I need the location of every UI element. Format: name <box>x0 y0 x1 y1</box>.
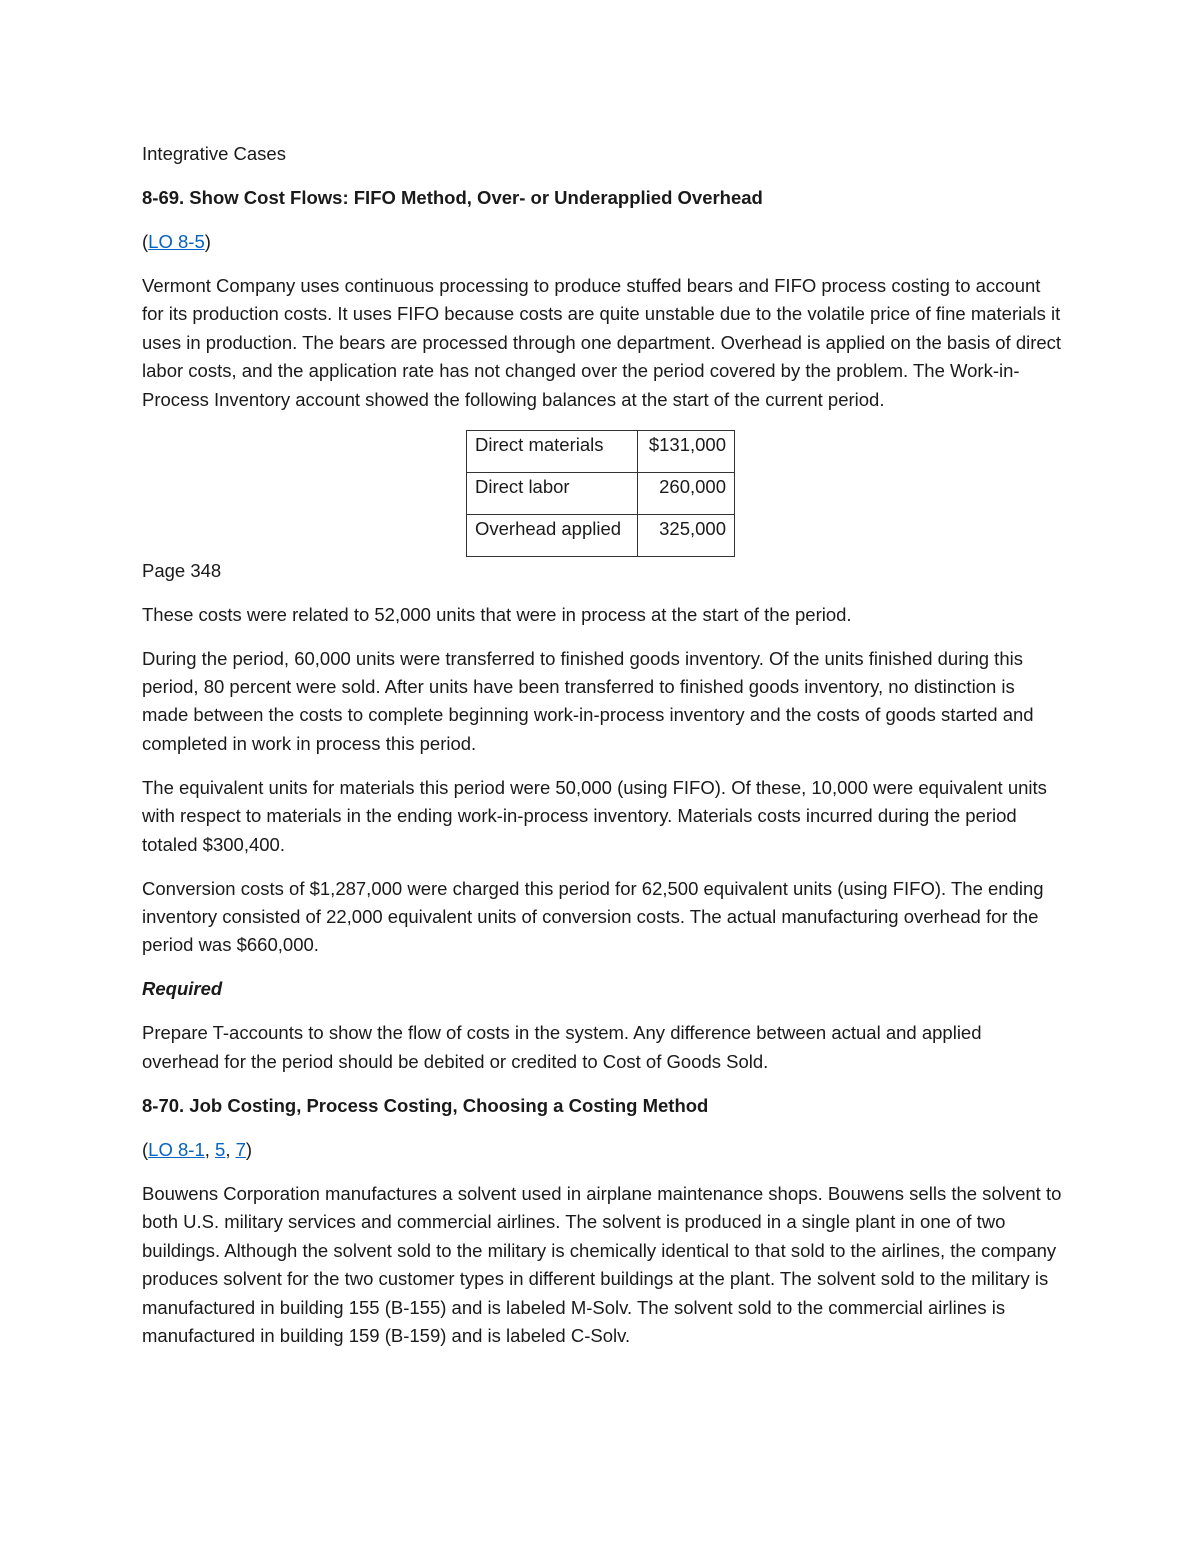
lo-link-8-1[interactable]: LO 8-1 <box>148 1138 205 1160</box>
lo-open-paren: ( <box>142 1138 149 1160</box>
wip-balances-table <box>466 430 735 557</box>
problem-heading-8-69: 8-69. Show Cost Flows: FIFO Method, Over- or Underapplied Overhead <box>142 187 763 208</box>
units-transferred-paragraph: During the period, 60,000 units were transferred to finished goods inventory. Of the units finished during this period, 80 percent were sold. After units have been transferred to finished goods inventory, no distinction is made between the costs to complete beginning work-in-process inventory and the costs of goods started and completed in work in process this period. <box>142 647 1034 754</box>
lo-open-paren: ( <box>142 231 149 252</box>
table-row <box>467 514 735 556</box>
conversion-costs-paragraph: Conversion costs of $1,287,000 were charged this period for 62,500 equivalent units (using FIFO). The ending inventory consisted of 22,000 equivalent units of conversion costs. The actual manufacturing overhead for the period was $660,000. <box>142 877 1044 956</box>
row-label: Overhead applied <box>467 514 638 556</box>
lo-separator: , <box>204 1138 216 1160</box>
table-row <box>467 430 735 472</box>
units-in-process-paragraph: These costs were related to 52,000 units that were in process at the start of the period. <box>142 603 852 625</box>
row-amount: 325,000 <box>638 514 735 556</box>
row-label: Direct labor <box>467 472 638 514</box>
row-label: Direct materials <box>467 430 638 472</box>
row-amount: 260,000 <box>638 472 735 514</box>
table-row <box>467 472 735 514</box>
bouwens-intro-paragraph: Bouwens Corporation manufactures a solvent used in airplane maintenance shops. Bouwens sells the solvent to both U.S. military services and commercial airlines. The solvent is produced in a single plant in one of two buildings. Although the solvent sold to the military is chemically identical to that sold to the airlines, the company produces solvent for the two customer types in different buildings at the plant. The solvent sold to the military is manufactured in building 155 (B-155) and is labeled M-Solv. The solvent sold to the commercial airlines is manufactured in building 159 (B-159) and is labeled C-Solv. <box>142 1182 1062 1346</box>
lo-close-paren: ) <box>204 231 211 252</box>
section-title: Integrative Cases <box>142 143 286 164</box>
equivalent-units-paragraph: The equivalent units for materials this period were 50,000 (using FIFO). Of these, 10,000 were equivalent units with respect to materials in the ending work-in-process inventory. Materials costs incurred during the period totaled $300,400. <box>142 776 1047 855</box>
lo-close-paren: ) <box>245 1138 253 1160</box>
lo-link-8-5[interactable]: LO 8-5 <box>148 231 205 252</box>
row-amount: $131,000 <box>638 430 735 472</box>
problem-intro-paragraph: Vermont Company uses continuous processing to produce stuffed bears and FIFO process costing to account for its production costs. It uses FIFO because costs are quite unstable due to the volatile price of fine materials it uses in production. The bears are processed through one department. Overhead is applied on the basis of direct labor costs, and the application rate has not changed over the period covered by the problem. The Work-in-Process Inventory account showed the following balances at the start of the current period. <box>142 275 1062 410</box>
learning-objective-8-70 <box>142 1136 1062 1164</box>
document-page <box>142 140 1062 1366</box>
problem-heading-8-70: 8-70. Job Costing, Process Costing, Choosing a Costing Method <box>142 1094 709 1116</box>
required-instructions: Prepare T-accounts to show the flow of costs in the system. Any difference between actual and applied overhead for the period should be debited or credited to Cost of Goods Sold. <box>142 1022 982 1072</box>
lo-link-5[interactable]: 5 <box>215 1138 226 1160</box>
lo-link-7[interactable]: 7 <box>235 1138 246 1160</box>
lo-separator: , <box>225 1138 236 1160</box>
learning-objective-8-69 <box>142 228 1062 256</box>
required-label: Required <box>142 978 223 1000</box>
page-reference: Page 348 <box>142 559 222 581</box>
